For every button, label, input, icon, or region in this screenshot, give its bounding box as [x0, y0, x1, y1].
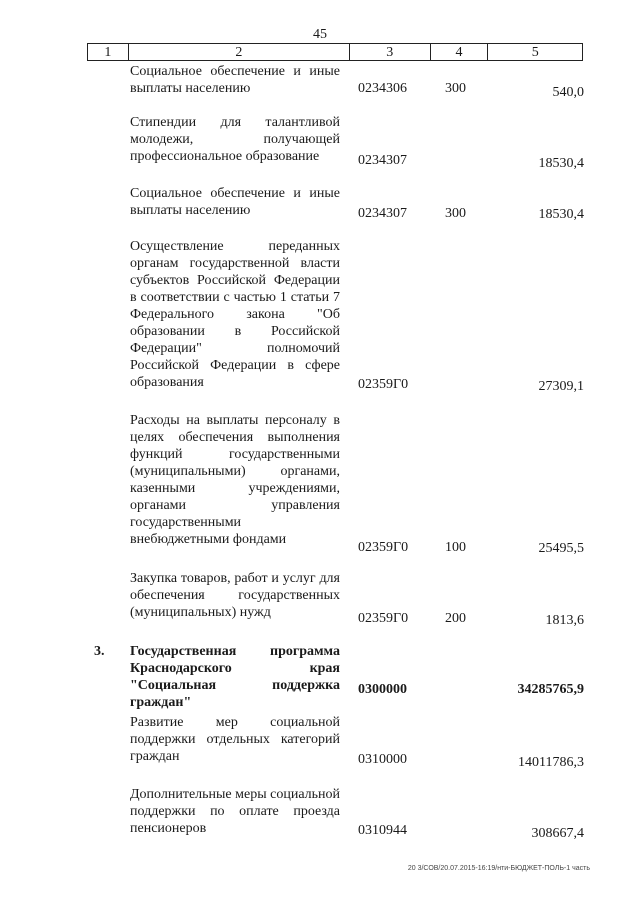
- row-amount: 540,0: [552, 85, 584, 100]
- page-number: 45: [313, 27, 327, 42]
- row-name: Развитие мер социальной поддержки отдельных категорий граждан: [130, 715, 340, 764]
- row-amount: 1813,6: [545, 613, 584, 628]
- row-name: Социальное обеспечение и иные выплаты населению: [130, 186, 340, 218]
- header-col-5: 5: [531, 45, 539, 60]
- header-col-2: 2: [129, 44, 350, 60]
- row-amount: 25495,5: [538, 541, 584, 556]
- row-name: Закупка товаров, работ и услуг для обеспечения государственных (муниципальных) нужд: [130, 571, 340, 620]
- row-amount: 308667,4: [531, 826, 584, 841]
- row-code: 0234307: [358, 153, 407, 168]
- row-name: Государственная программа Краснодарского края "Социальная поддержка граждан": [130, 644, 340, 710]
- header-col-4: 4: [431, 44, 489, 60]
- row-code: 02359Г0: [358, 540, 409, 555]
- row-vr: 300: [445, 206, 466, 221]
- row-name: Стипендии для талантливой молодежи, получающей профессиональное образование: [130, 115, 340, 164]
- header-col-1: 1: [88, 44, 129, 60]
- table-header: [87, 43, 583, 61]
- header-col-3: 3: [350, 44, 431, 60]
- row-code: 0310000: [358, 752, 407, 767]
- row-amount: 34285765,9: [517, 682, 584, 697]
- row-amount: 14011786,3: [518, 755, 584, 770]
- row-code: 02359Г0: [358, 377, 409, 392]
- row-vr: 200: [445, 611, 466, 626]
- row-name: Дополнительные меры социальной поддержки по оплате проезда пенсионеров: [130, 787, 341, 836]
- row-code: 0234306: [358, 81, 407, 96]
- row-code: 0300000: [358, 682, 407, 697]
- row-code: 0234307: [358, 206, 407, 221]
- row-name: Социальное обеспечение и иные выплаты населению: [130, 64, 340, 96]
- row-name: Расходы на выплаты персоналу в целях обеспечения выполнения функций государственными (муниципальными) органами, казенными учреждениями, органами управления государственными внебюджетными фондами: [130, 413, 340, 547]
- document-footer: 20 3/СОВ/20.07.2015-16:19/нти-БЮДЖЕТ-ПОЛЬ-1 часть: [407, 865, 590, 872]
- row-name: Осуществление переданных органам государственной власти субъектов Российской Федерации в соответствии с частью 1 статьи 7 Федерального закона "Об образовании в Российской Федерации" полномочий Российской Федерации в сфере образования: [130, 239, 340, 390]
- row-code: 02359Г0: [358, 611, 409, 626]
- row-vr: 300: [445, 81, 466, 96]
- row-amount: 18530,4: [538, 156, 584, 171]
- row-number: 3.: [94, 644, 105, 659]
- row-amount: 18530,4: [538, 207, 584, 222]
- row-vr: 100: [445, 540, 466, 555]
- row-code: 0310944: [358, 823, 407, 838]
- row-amount: 27309,1: [538, 379, 584, 394]
